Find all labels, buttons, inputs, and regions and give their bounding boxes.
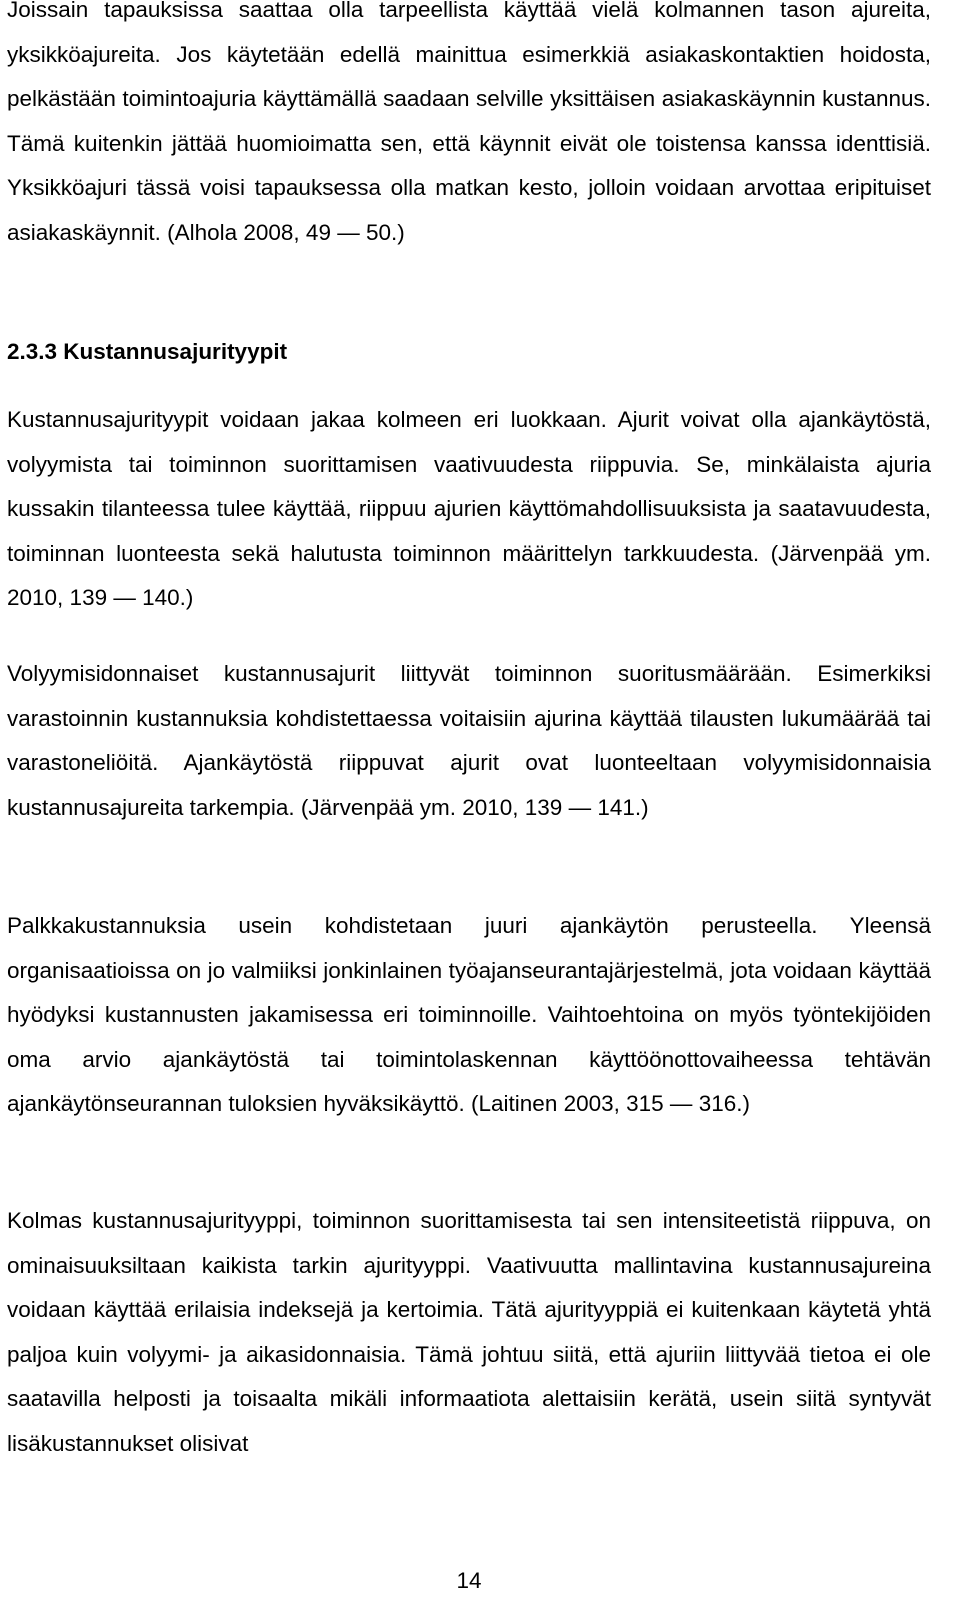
document-page — [7, 0, 931, 1614]
paragraph-unit-drivers: Joissain tapauksissa saattaa olla tarpeellista käyttää vielä kolmannen tason ajureita, yksikköajureita. Jos käytetään edellä mainittua esimerkkiä asiakaskontaktien hoidosta, pelkästään toimintoajuria käyttämällä saadaan selville yksittäisen asiakaskäynnin kustannus. Tämä kuitenkin jättää huomioimatta sen, että käynnit eivät ole toistensa kanssa identtisiä. Yksikköajuri tässä voisi tapauksessa olla matkan kesto, jolloin voidaan arvottaa eripituiset asiakaskäynnit. (Alhola 2008, 49 — 50.) — [7, 0, 931, 245]
paragraph-volume-drivers: Volyymisidonnaiset kustannusajurit liittyvät toiminnon suoritusmäärään. Esimerkiksi varastoinnin kustannuksia kohdistettaessa voitaisiin ajurina käyttää tilausten lukumäärää tai varastoneliöitä. Ajankäytöstä riippuvat ajurit ovat luonteeltaan volyymisidonnaisia kustannusajureita tarkempia. (Järvenpää ym. 2010, 139 — 141.) — [7, 661, 931, 820]
section-heading: 2.3.3 Kustannusajurityypit — [7, 339, 288, 364]
page-number: 14 — [456, 1568, 482, 1593]
paragraph-driver-types: Kustannusajurityypit voidaan jakaa kolmeen eri luokkaan. Ajurit voivat olla ajankäytöstä, volyymista tai toiminnon suorittamisen vaativuudesta riippuvia. Se, minkälaista ajuria kussakin tilanteessa tulee käyttää, riippuu ajurien käyttömahdollisuuksista ja saatavuudesta, toiminnan luonteesta sekä halutusta toiminnon määrittelyn tarkkuudesta. (Järvenpää ym. 2010, 139 — 140.) — [7, 407, 931, 611]
paragraph-time-drivers: Palkkakustannuksia usein kohdistetaan juuri ajankäytön perusteella. Yleensä organisaatioissa on jo valmiiksi jonkinlainen työajanseurantajärjestelmä, jota voidaan käyttää hyödyksi kustannusten jakamisessa eri toiminnoille. Vaihtoehtoina on myös työntekijöiden oma arvio ajankäytöstä tai toimintolaskennan käyttöönottovaiheessa tehtävän ajankäytönseurannan tuloksien hyväksikäyttö. (Laitinen 2003, 315 — 316.) — [7, 913, 931, 1117]
paragraph-intensity-drivers: Kolmas kustannusajurityyppi, toiminnon suorittamisesta tai sen intensiteetistä riippuva, on ominaisuuksiltaan kaikista tarkin ajurityyppi. Vaativuutta mallintavina kustannusajureina voidaan käyttää erilaisia indeksejä ja kertoimia. Tätä ajurityyppiä ei kuitenkaan käytetä yhtä paljoa kuin volyymi- ja aikasidonnaisia. Tämä johtuu siitä, että ajuriin liittyvää tietoa ei ole saatavilla helposti ja toisaalta mikäli informaatiota alettaisiin kerätä, usein siitä syntyvät lisäkustannukset olisivat — [7, 1208, 931, 1456]
